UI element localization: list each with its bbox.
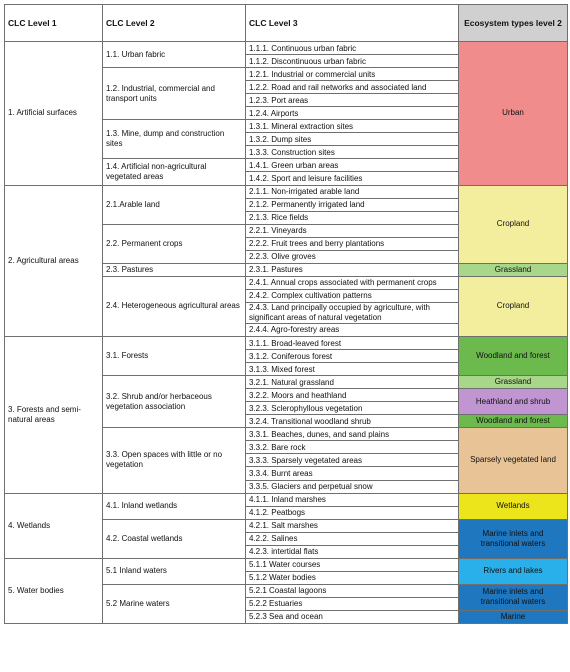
ecosystem-type-cell: Grassland — [459, 376, 568, 389]
clc-level-2-cell: 5.2 Marine waters — [103, 584, 246, 623]
clc-level-3-cell: 3.2.3. Sclerophyllous vegetation — [246, 402, 459, 415]
clc-level-3-cell: 1.2.1. Industrial or commercial units — [246, 68, 459, 81]
clc-level-3-cell: 1.3.2. Dump sites — [246, 133, 459, 146]
clc-level-3-cell: 4.2.1. Salt marshes — [246, 519, 459, 532]
ecosystem-type-cell: Cropland — [459, 276, 568, 336]
clc-level-2-cell: 3.3. Open spaces with little or no vegetation — [103, 428, 246, 493]
clc-level-3-cell: 1.2.4. Airports — [246, 107, 459, 120]
table-row — [5, 42, 568, 55]
ecosystem-type-cell: Woodland and forest — [459, 336, 568, 375]
ecosystem-type-cell: Rivers and lakes — [459, 558, 568, 584]
clc-level-3-cell: 2.1.1. Non-irrigated arable land — [246, 185, 459, 198]
clc-level-1-cell: 2. Agricultural areas — [5, 185, 103, 336]
clc-level-3-cell: 3.2.2. Moors and heathland — [246, 389, 459, 402]
clc-level-3-cell: 1.3.3. Construction sites — [246, 146, 459, 159]
clc-level-3-cell: 2.3.1. Pastures — [246, 263, 459, 276]
clc-level-2-cell: 3.1. Forests — [103, 336, 246, 375]
clc-level-3-cell: 2.2.2. Fruit trees and berry plantations — [246, 237, 459, 250]
clc-level-2-cell: 5.1 Inland waters — [103, 558, 246, 584]
clc-level-3-cell: 3.2.4. Transitional woodland shrub — [246, 415, 459, 428]
clc-level-2-cell: 1.3. Mine, dump and construction sites — [103, 120, 246, 159]
clc-level-3-cell: 3.3.4. Burnt areas — [246, 467, 459, 480]
clc-level-2-cell: 4.1. Inland wetlands — [103, 493, 246, 519]
clc-level-1-cell: 5. Water bodies — [5, 558, 103, 623]
header-row — [5, 5, 568, 42]
clc-level-3-cell: 3.1.3. Mixed forest — [246, 363, 459, 376]
table-row — [5, 185, 568, 198]
header-clc-level-1: CLC Level 1 — [5, 5, 103, 42]
clc-level-2-cell: 2.3. Pastures — [103, 263, 246, 276]
clc-ecosystem-table — [4, 4, 568, 624]
clc-level-3-cell: 2.4.1. Annual crops associated with permanent crops — [246, 276, 459, 289]
header-clc-level-2: CLC Level 2 — [103, 5, 246, 42]
clc-level-3-cell: 1.4.2. Sport and leisure facilities — [246, 172, 459, 185]
clc-level-3-cell: 2.2.3. Olive groves — [246, 250, 459, 263]
table-row — [5, 558, 568, 571]
clc-level-1-cell: 4. Wetlands — [5, 493, 103, 558]
clc-level-3-cell: 2.4.2. Complex cultivation patterns — [246, 289, 459, 302]
clc-level-3-cell: 4.2.3. intertidal flats — [246, 545, 459, 558]
clc-level-3-cell: 4.1.2. Peatbogs — [246, 506, 459, 519]
ecosystem-type-cell: Wetlands — [459, 493, 568, 519]
clc-level-2-cell: 1.2. Industrial, commercial and transport units — [103, 68, 246, 120]
header-ecosystem-types: Ecosystem types level 2 — [459, 5, 568, 42]
clc-level-3-cell: 4.1.1. Inland marshes — [246, 493, 459, 506]
clc-level-3-cell: 3.3.1. Beaches, dunes, and sand plains — [246, 428, 459, 441]
ecosystem-type-cell: Marine inlets and transitional waters — [459, 519, 568, 558]
clc-level-3-cell: 2.4.3. Land principally occupied by agriculture, with significant areas of natural vegetation — [246, 302, 459, 323]
ecosystem-type-cell: Marine inlets and transitional waters — [459, 584, 568, 610]
clc-level-2-cell: 1.1. Urban fabric — [103, 42, 246, 68]
ecosystem-type-cell: Marine — [459, 610, 568, 623]
ecosystem-type-cell: Woodland and forest — [459, 415, 568, 428]
clc-level-3-cell: 3.3.2. Bare rock — [246, 441, 459, 454]
clc-level-3-cell: 3.3.3. Sparsely vegetated areas — [246, 454, 459, 467]
clc-level-3-cell: 1.2.3. Port areas — [246, 94, 459, 107]
table-row — [5, 336, 568, 349]
clc-level-3-cell: 1.3.1. Mineral extraction sites — [246, 120, 459, 133]
clc-level-3-cell: 5.2.3 Sea and ocean — [246, 610, 459, 623]
clc-level-1-cell: 1. Artificial surfaces — [5, 42, 103, 186]
clc-level-2-cell: 2.1.Arable land — [103, 185, 246, 224]
header-clc-level-3: CLC Level 3 — [246, 5, 459, 42]
clc-level-3-cell: 5.1.1 Water courses — [246, 558, 459, 571]
clc-level-3-cell: 5.2.1 Coastal lagoons — [246, 584, 459, 597]
clc-level-3-cell: 5.2.2 Estuaries — [246, 597, 459, 610]
table-row — [5, 493, 568, 506]
clc-level-2-cell: 2.4. Heterogeneous agricultural areas — [103, 276, 246, 336]
clc-level-2-cell: 3.2. Shrub and/or herbaceous vegetation association — [103, 376, 246, 428]
clc-level-3-cell: 3.1.2. Coniferous forest — [246, 350, 459, 363]
ecosystem-type-cell: Urban — [459, 42, 568, 186]
clc-level-3-cell: 2.1.3. Rice fields — [246, 211, 459, 224]
clc-level-3-cell: 1.1.2. Discontinuous urban fabric — [246, 55, 459, 68]
clc-level-3-cell: 2.1.2. Permanently irrigated land — [246, 198, 459, 211]
clc-level-3-cell: 3.1.1. Broad-leaved forest — [246, 336, 459, 349]
clc-level-3-cell: 3.3.5. Glaciers and perpetual snow — [246, 480, 459, 493]
clc-level-3-cell: 4.2.2. Salines — [246, 532, 459, 545]
clc-level-3-cell: 5.1.2 Water bodies — [246, 571, 459, 584]
ecosystem-type-cell: Grassland — [459, 263, 568, 276]
clc-level-2-cell: 2.2. Permanent crops — [103, 224, 246, 263]
ecosystem-type-cell: Sparsely vegetated land — [459, 428, 568, 493]
table-body — [5, 42, 568, 624]
clc-level-3-cell: 3.2.1. Natural grassland — [246, 376, 459, 389]
clc-level-2-cell: 1.4. Artificial non-agricultural vegetated areas — [103, 159, 246, 185]
clc-level-3-cell: 1.1.1. Continuous urban fabric — [246, 42, 459, 55]
ecosystem-type-cell: Heathland and shrub — [459, 389, 568, 415]
clc-level-2-cell: 4.2. Coastal wetlands — [103, 519, 246, 558]
clc-level-1-cell: 3. Forests and semi-natural areas — [5, 336, 103, 493]
clc-level-3-cell: 1.4.1. Green urban areas — [246, 159, 459, 172]
clc-level-3-cell: 1.2.2. Road and rail networks and associated land — [246, 81, 459, 94]
clc-level-3-cell: 2.2.1. Vineyards — [246, 224, 459, 237]
ecosystem-type-cell: Cropland — [459, 185, 568, 263]
clc-level-3-cell: 2.4.4. Agro-forestry areas — [246, 323, 459, 336]
